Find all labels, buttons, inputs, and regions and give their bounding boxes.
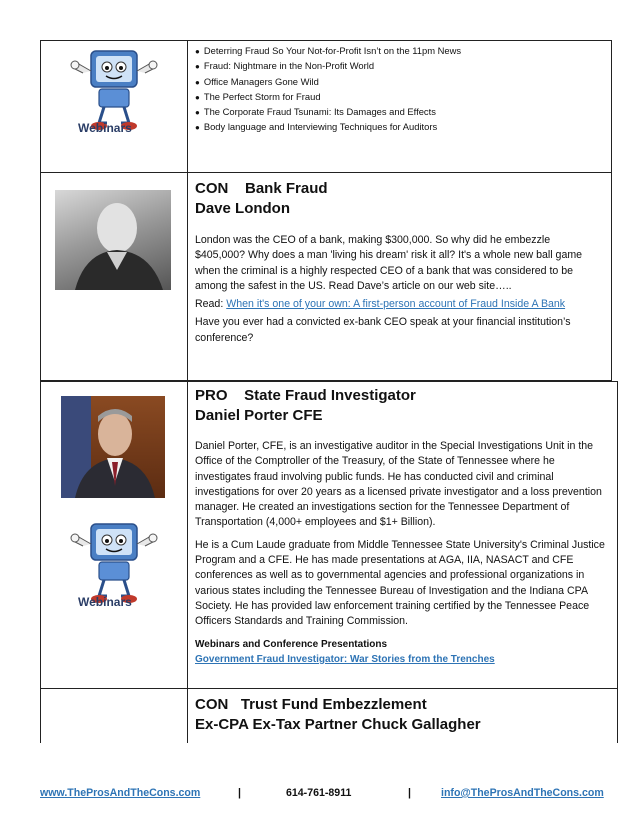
phone-number: 614-761-8911 (286, 787, 352, 799)
speaker-name: Ex-CPA Ex-Tax Partner Chuck Gallagher (195, 716, 481, 733)
dave-london-photo (55, 190, 171, 290)
speaker-bio (195, 439, 609, 667)
speaker-bio (195, 233, 603, 346)
con-bank-fraud-cell (189, 173, 611, 381)
question-paragraph: Have you ever had a convicted ex-bank CEO speak at your financial institution’s conference? (195, 316, 571, 344)
photo-logo-cell (41, 382, 188, 688)
footer-separator: | (238, 787, 241, 799)
page-footer (0, 787, 638, 803)
read-line (195, 297, 603, 312)
section-heading: PRO State Fraud Investigator (195, 387, 416, 404)
con-trust-fund-row (41, 689, 617, 743)
list-item: ● Office Managers Gone Wild (195, 75, 603, 90)
list-item: ● Deterring Fraud So Your Not-for-Profit Isn’t on the 11pm News (195, 44, 603, 59)
bio-paragraph: London was the CEO of a bank, making $300,000. So why did he embezzle $405,000? Why does a man 'living his dream' risk it all? It's a whole new ball game when the criminal is a highly respected CEO of a bank that was considered to be among the safest in the US. Read Dave’s article on our web site….. (195, 234, 583, 292)
bio-paragraph: He is a Cum Laude graduate from Middle Tennessee State University's Criminal Justice Program and a CFE. He has made presentations at AGA, IIA, NASACT and CFE conferences as well as to governmental agencies and professional organizations in various states including the Tennessee Bureau of Investigation and the Indiana CPA Society. He has provided law enforcement training certified by the Tennessee Peace Officers Standards and Training Commission. (195, 538, 605, 628)
list-item: ● Fraud: Nightmare in the Non-Profit World (195, 59, 603, 74)
email-link[interactable]: info@TheProsAndTheCons.com (441, 787, 604, 799)
presentation-link[interactable]: Government Fraud Investigator: War Stories from the Trenches (195, 653, 495, 665)
empty-cell (41, 689, 188, 743)
list-item: ● The Perfect Storm for Fraud (195, 90, 603, 105)
webinar-topics-row (41, 41, 611, 173)
bio-paragraph: Daniel Porter, CFE, is an investigative auditor in the Special Investigations Unit in the Office of the Comptroller of the Treasury, of the State of Tennessee where he investigates fraud involving public funds. He has conducted civil and criminal investigations for over 20 years as a licensed private investigator and a loss prevention manager. He created an investigations section for the Tennessee Department of Transportation (4,000+ employees and $1+ Billion). (195, 440, 602, 529)
pro-state-fraud-row (41, 381, 617, 689)
article-link[interactable]: When it's one of your own: A first-person account of Fraud Inside A Bank (226, 298, 566, 311)
webinars-logo-text: Webinars (78, 595, 132, 609)
section-heading: CON Trust Fund Embezzlement (195, 696, 427, 713)
webinar-topics-list (195, 44, 603, 136)
list-item: ● The Corporate Fraud Tsunami: Its Damages and Effects (195, 105, 603, 120)
website-link[interactable]: www.TheProsAndTheCons.com (40, 787, 201, 799)
presentations-label: Webinars and Conference Presentations (195, 638, 388, 650)
speaker-name: Daniel Porter CFE (195, 407, 323, 424)
con-bank-fraud-row (41, 173, 611, 381)
webinars-logo-text: Webinars (78, 121, 132, 135)
webinar-logo-cell (41, 41, 188, 172)
section-heading: CON Bank Fraud (195, 180, 328, 197)
photo-cell (41, 173, 188, 381)
speaker-table-top (40, 40, 612, 381)
daniel-porter-photo (61, 396, 165, 498)
footer-separator: | (408, 787, 411, 799)
list-item: ● Body language and Interviewing Techniques for Auditors (195, 120, 603, 135)
read-label: Read: (195, 298, 224, 311)
pro-state-fraud-cell (189, 382, 617, 688)
speaker-table-bottom (40, 381, 618, 743)
webinar-topics-cell (189, 41, 611, 172)
con-trust-fund-cell (189, 689, 617, 743)
speaker-name: Dave London (195, 200, 291, 217)
